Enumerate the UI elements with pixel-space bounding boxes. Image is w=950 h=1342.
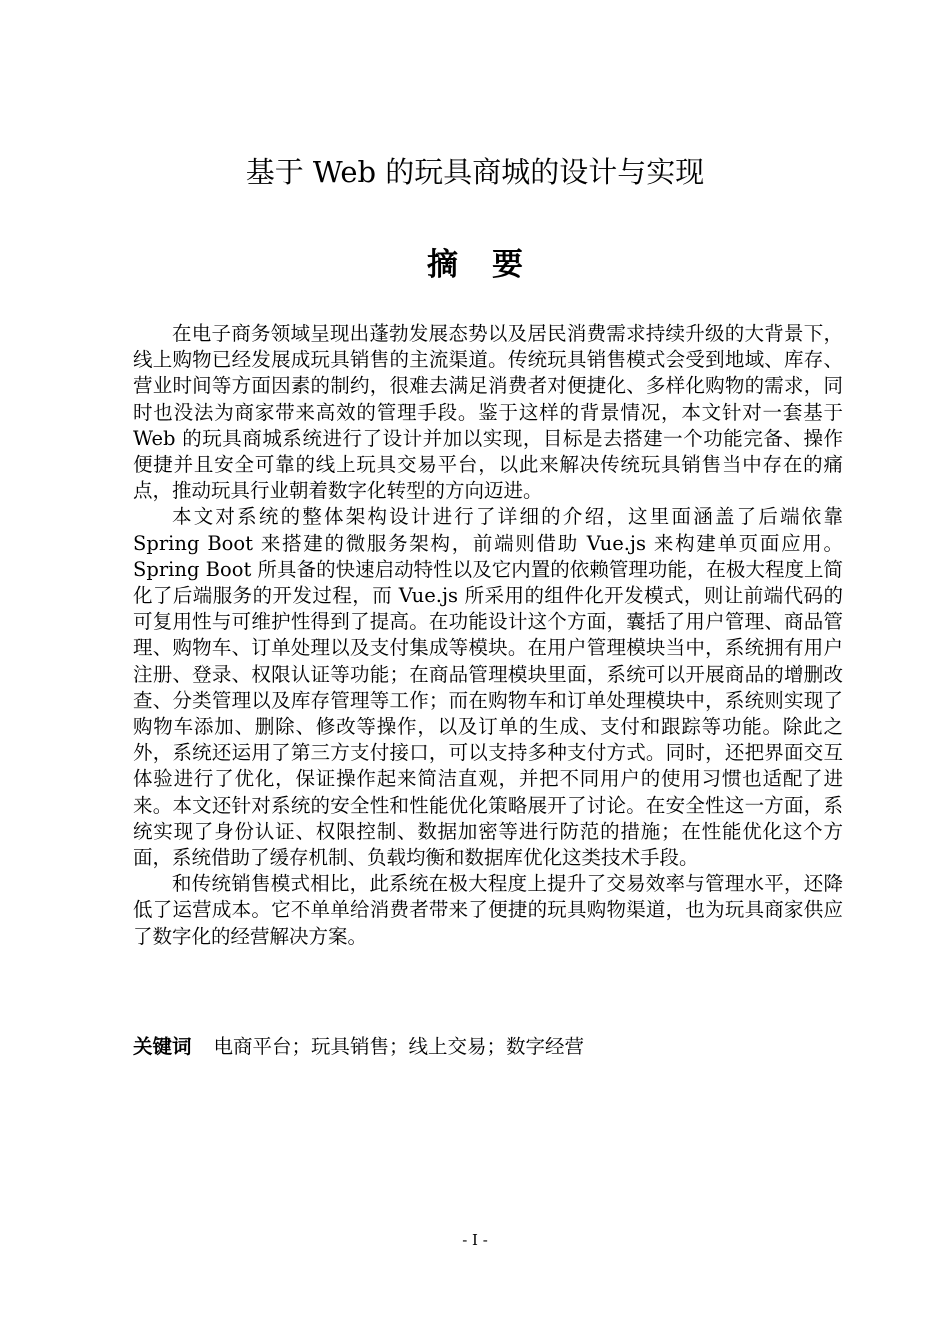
paper-title: 基于 Web 的玩具商城的设计与实现 [245, 155, 705, 189]
page-number: - I - [462, 1231, 488, 1249]
abstract-heading-char-2: 要 [492, 247, 523, 283]
abstract-heading-char-1: 摘 [427, 247, 458, 283]
abstract-paragraph-3: 和传统销售模式相比，此系统在极大程度上提升了交易效率与管理水平，还降低了运营成本。它不单单给消费者带来了便捷的玩具购物渠道，也为玩具商家供应了数字化的经营解决方案。 [133, 872, 843, 948]
abstract-heading [0, 243, 950, 287]
abstract-paragraph-2: 本文对系统的整体架构设计进行了详细的介绍，这里面涵盖了后端依靠 Spring Boot 来搭建的微服务架构，前端则借助 Vue.js 来构建单页面应用。Spring Boot 所具备的快速启动特性以及它内置的依赖管理功能，在极大程度上简化了后端服务的开发过程，而 Vue.js 所采用的组件化开发模式，则让前端代码的可复用性与可维护性得到了提高。在功能设计这个方面，囊括了用户管理、商品管理、购物车、订单处理以及支付集成等模块。在用户管理模块当中，系统拥有用户注册、登录、权限认证等功能；在商品管理模块里面，系统可以开展商品的增删改查、分类管理以及库存管理等工作；而在购物车和订单处理模块中，系统则实现了购物车添加、删除、修改等操作，以及订单的生成、支付和跟踪等功能。除此之外，系统还运用了第三方支付接口，可以支持多种支付方式。同时，还把界面交互体验进行了优化，保证操作起来简洁直观，并把不同用户的使用习惯也适配了进来。本文还针对系统的安全性和性能优化策略展开了讨论。在安全性这一方面，系统实现了身份认证、权限控制、数据加密等进行防范的措施；在性能优化这个方面，系统借助了缓存机制、负载均衡和数据库优化这类技术手段。 [133, 505, 843, 870]
abstract-body [133, 321, 843, 950]
abstract-paragraph-1: 在电子商务领域呈现出蓬勃发展态势以及居民消费需求持续升级的大背景下，线上购物已经发展成玩具销售的主流渠道。传统玩具销售模式会受到地域、库存、营业时间等方面因素的制约，很难去满足消费者对便捷化、多样化购物的需求，同时也没法为商家带来高效的管理手段。鉴于这样的背景情况，本文针对一套基于 Web 的玩具商城系统进行了设计并加以实现，目标是去搭建一个功能完备、操作便捷并且安全可靠的线上玩具交易平台，以此来解决传统玩具销售当中存在的痛点，推动玩具行业朝着数字化转型的方向迈进。 [133, 322, 843, 503]
keywords-label: 关键词 [133, 1035, 192, 1058]
keywords-line [133, 1033, 843, 1061]
keywords-value: 电商平台；玩具销售；线上交易；数字经营 [213, 1035, 585, 1058]
